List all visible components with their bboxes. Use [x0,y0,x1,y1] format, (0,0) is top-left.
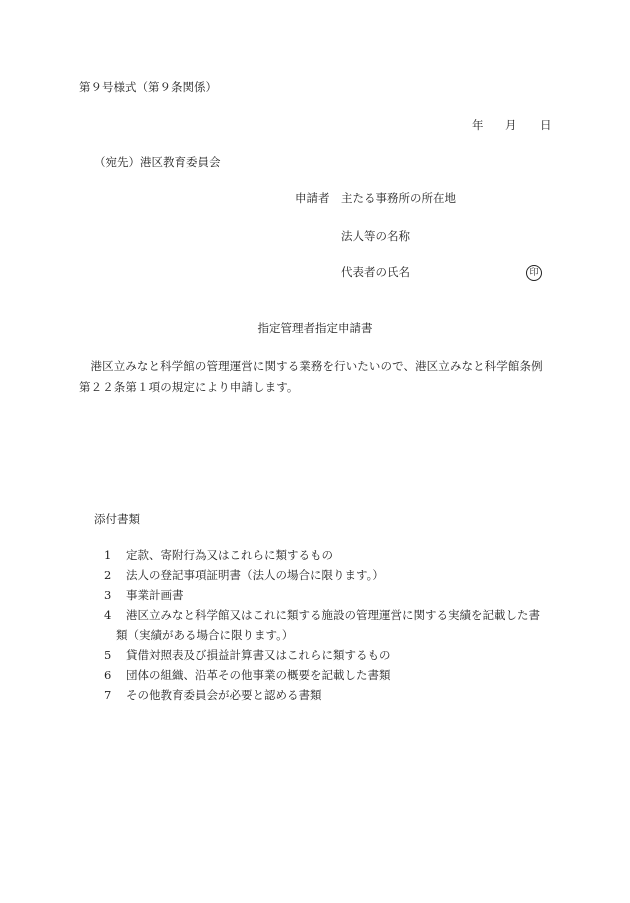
seal-mark-icon: 印 [526,265,542,281]
attachment-item [104,545,564,565]
attachment-item [104,665,564,685]
office-address-label: 主たる事務所の所在地 [341,191,456,205]
attachment-text: 港区立みなと科学館又はこれに類する施設の管理運営に関する実績を記載した書 [126,608,540,622]
addressee: （宛先）港区教育委員会 [94,155,221,169]
attachment-number: 1 [104,548,112,562]
attachment-number: 7 [104,688,112,702]
applicant-label: 申請者 [295,191,330,205]
attachments-heading: 添付書類 [94,512,140,526]
representative-name-label: 代表者の氏名 [341,265,410,279]
organization-name-label: 法人等の名称 [341,229,410,243]
attachment-text: 団体の組織、沿革その他事業の概要を記載した書類 [126,668,391,682]
date-day-label: 日 [540,118,552,132]
attachment-number: 6 [104,668,112,682]
attachment-item [104,565,564,585]
attachment-number: 4 [104,608,112,622]
attachment-item [104,645,564,665]
attachment-text: 事業計画書 [126,588,184,602]
attachment-number: 3 [104,588,112,602]
application-body-text: 港区立みなと科学館の管理運営に関する業務を行いたいので、港区立みなと科学館条例第２２条第１項の規定により申請します。 [79,359,543,394]
attachment-text: 貸借対照表及び損益計算書又はこれらに類するもの [126,648,391,662]
document-title: 指定管理者指定申請書 [257,321,373,335]
form-number: 第９号様式（第９条関係） [79,80,217,94]
attachment-text: その他教育委員会が必要と認める書類 [126,688,322,702]
date-month-label: 月 [505,118,517,132]
attachment-text-continuation: 類（実績がある場合に限ります。） [116,628,294,642]
attachment-item [104,585,564,605]
attachment-text: 定款、寄附行為又はこれらに類するもの [126,548,333,562]
attachment-item [104,685,564,705]
attachment-number: 5 [104,648,112,662]
attachment-text: 法人の登記事項証明書（法人の場合に限ります。） [126,568,384,582]
attachment-item [104,605,564,645]
date-year-label: 年 [472,118,484,132]
attachment-number: 2 [104,568,112,582]
